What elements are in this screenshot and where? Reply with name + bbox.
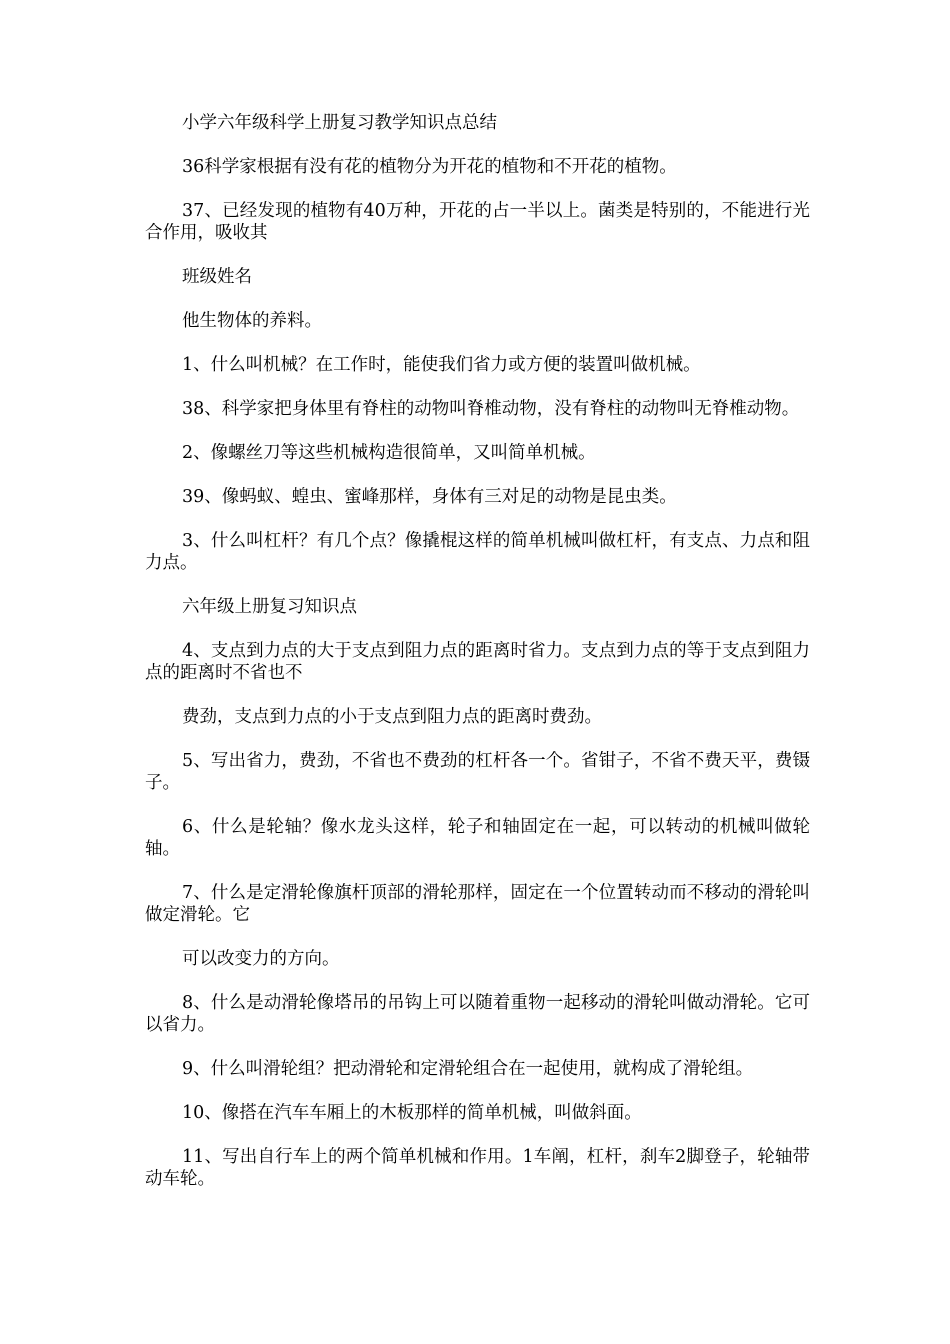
section-heading: 六年级上册复习知识点: [182, 597, 357, 617]
paragraph: 他生物体的养料。: [182, 311, 322, 331]
document-body: [145, 112, 810, 1212]
paragraph: 11、写出自行车上的两个简单机械和作用。1车阐，杠杆，刹车2脚登子，轮轴带动车轮。: [145, 1147, 810, 1189]
paragraph: 36科学家根据有没有花的植物分为开花的植物和不开花的植物。: [182, 157, 677, 177]
class-name-line: 班级姓名: [182, 267, 252, 287]
paragraph: 4、支点到力点的大于支点到阻力点的距离时省力。支点到力点的等于支点到阻力点的距离时不省也不: [145, 641, 810, 683]
paragraph: 2、像螺丝刀等这些机械构造很简单，又叫简单机械。: [182, 443, 596, 463]
paragraph: 6、什么是轮轴？像水龙头这样，轮子和轴固定在一起，可以转动的机械叫做轮轴。: [145, 817, 810, 859]
paragraph: 10、像搭在汽车车厢上的木板那样的简单机械，叫做斜面。: [182, 1103, 642, 1123]
paragraph: 9、什么叫滑轮组？把动滑轮和定滑轮组合在一起使用，就构成了滑轮组。: [182, 1059, 754, 1079]
paragraph: 1、什么叫机械？在工作时，能使我们省力或方便的装置叫做机械。: [182, 355, 701, 375]
paragraph: 39、像蚂蚁、蝗虫、蜜峰那样，身体有三对足的动物是昆虫类。: [182, 487, 677, 507]
paragraph: 38、科学家把身体里有脊柱的动物叫脊椎动物，没有脊柱的动物叫无脊椎动物。: [182, 399, 800, 419]
paragraph: 8、什么是动滑轮像塔吊的吊钩上可以随着重物一起移动的滑轮叫做动滑轮。它可以省力。: [145, 993, 810, 1035]
paragraph: 37、已经发现的植物有40万种，开花的占一半以上。菌类是特别的，不能进行光合作用，吸收其: [145, 201, 810, 243]
paragraph: 7、什么是定滑轮像旗杆顶部的滑轮那样，固定在一个位置转动而不移动的滑轮叫做定滑轮。它: [145, 883, 810, 925]
paragraph: 3、什么叫杠杆？有几个点？像撬棍这样的简单机械叫做杠杆，有支点、力点和阻力点。: [145, 531, 810, 573]
paragraph: 费劲，支点到力点的小于支点到阻力点的距离时费劲。: [182, 707, 602, 727]
document-title: 小学六年级科学上册复习教学知识点总结: [182, 113, 497, 133]
paragraph: 可以改变力的方向。: [182, 949, 340, 969]
paragraph: 5、写出省力，费劲，不省也不费劲的杠杆各一个。省钳子，不省不费天平，费镊子。: [145, 751, 810, 793]
